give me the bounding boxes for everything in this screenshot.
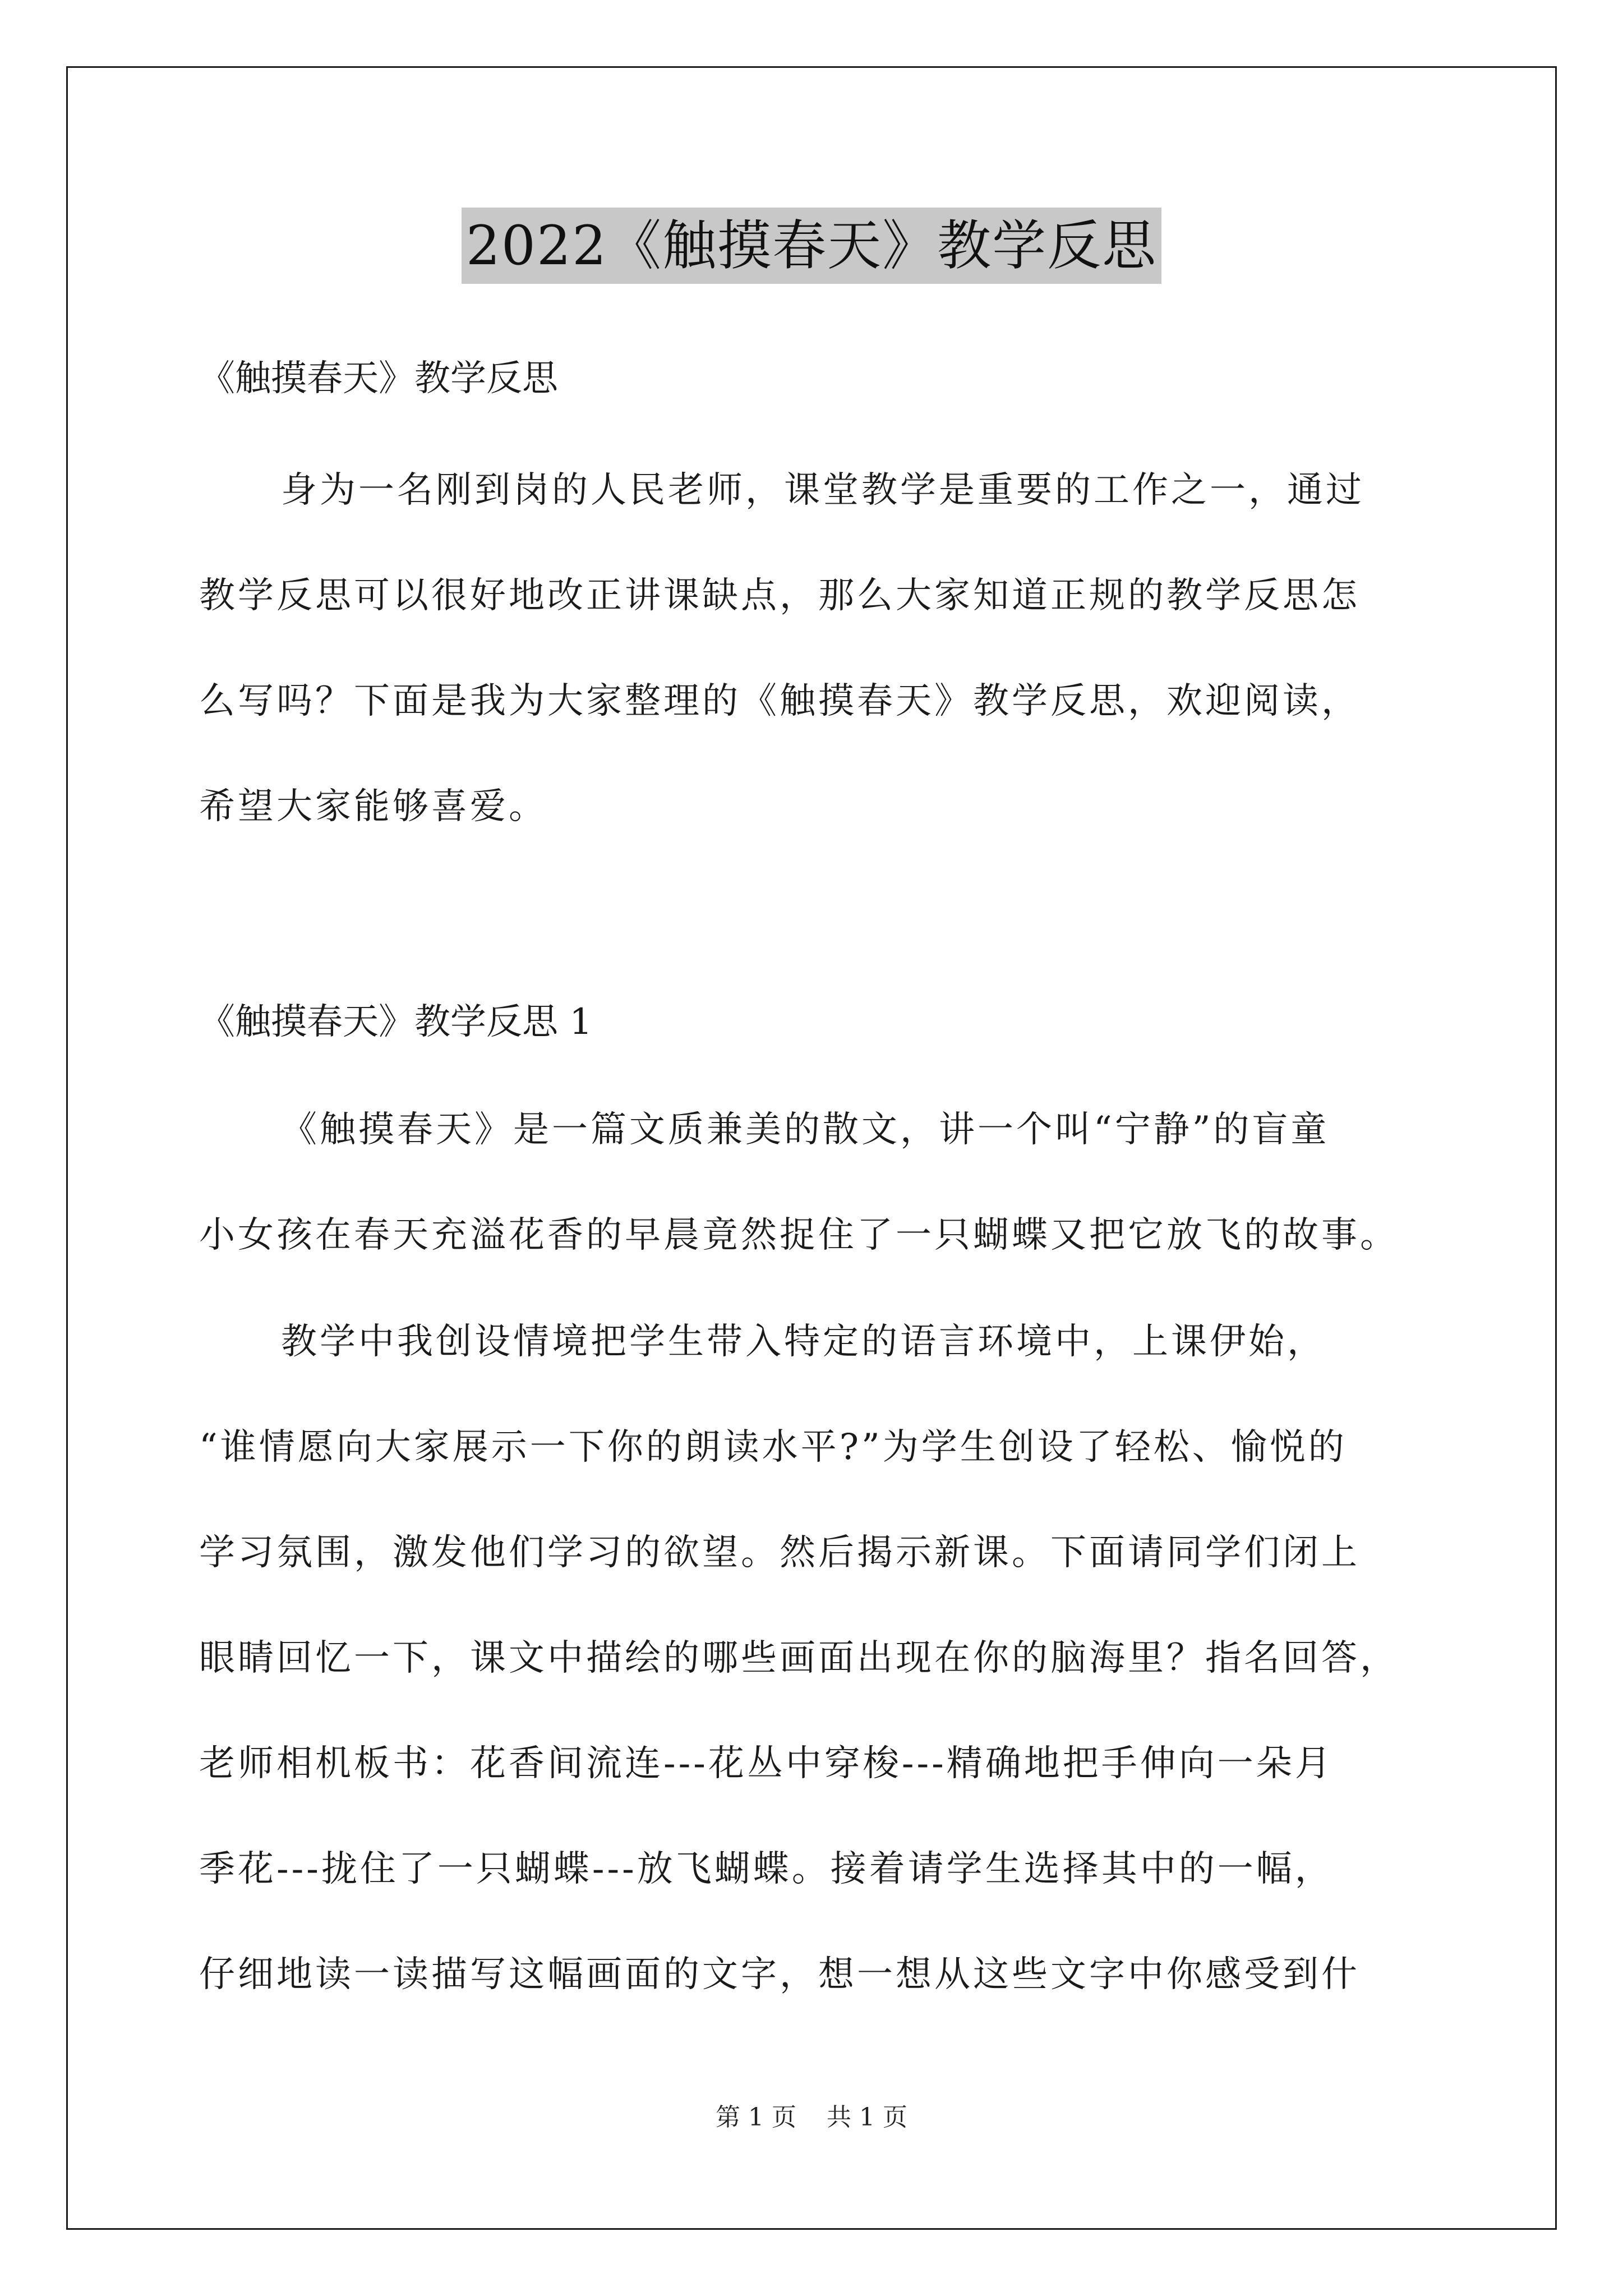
heading-intro: 《触摸春天》教学反思 [199,358,558,399]
intro-line-4: 希望大家能够喜爱。 [199,786,547,827]
heading-section-1: 《触摸春天》教学反思 1 [199,1001,593,1043]
page-number-current: 第 1 页 [716,2103,796,2132]
intro-line-2: 教学反思可以很好地改正讲课缺点，那么大家知道正规的教学反思怎 [199,575,1360,616]
section1-p1-line-1: 《触摸春天》是一篇文质兼美的散文，讲一个叫“宁静”的盲童 [281,1109,1330,1151]
section1-paragraph-1 [199,1077,1478,1288]
title-container [0,208,1623,284]
section1-p2-line-6: 季花---拢住了一只蝴蝶---放飞蝴蝶。接着请学生选择其中的一幅， [199,1848,1334,1890]
section1-p2-line-3: 学习氛围，激发他们学习的欲望。然后揭示新课。下面请同学们闭上 [199,1532,1360,1573]
page-footer [0,2101,1623,2134]
section1-p2-line-5: 老师相机板书：花香间流连---花丛中穿梭---精确地把手伸向一朵月 [199,1743,1334,1784]
document-title: 2022《触摸春天》教学反思 [462,208,1161,284]
section1-paragraph-2 [199,1289,1478,2027]
intro-paragraph [199,438,1478,859]
section1-p2-line-1: 教学中我创设情境把学生带入特定的语言环境中，上课伊始， [281,1321,1326,1363]
section1-p1-line-2: 小女孩在春天充溢花香的早晨竟然捉住了一只蝴蝶又把它放飞的故事。 [199,1214,1399,1256]
section1-p2-line-4: 眼睛回忆一下，课文中描绘的哪些画面出现在你的脑海里？指名回答， [199,1637,1399,1679]
page-number-total: 共 1 页 [827,2103,907,2132]
intro-line-1: 身为一名刚到岗的人民老师，课堂教学是重要的工作之一，通过 [281,470,1364,511]
intro-line-3: 么写吗？下面是我为大家整理的《触摸春天》教学反思，欢迎阅读， [199,680,1360,722]
section1-p2-line-7: 仔细地读一读描写这幅画面的文字，想一想从这些文字中你感受到什 [199,1954,1360,1995]
section1-p2-line-2: “谁情愿向大家展示一下你的朗读水平?”为学生创设了轻松、愉悦的 [199,1427,1347,1468]
